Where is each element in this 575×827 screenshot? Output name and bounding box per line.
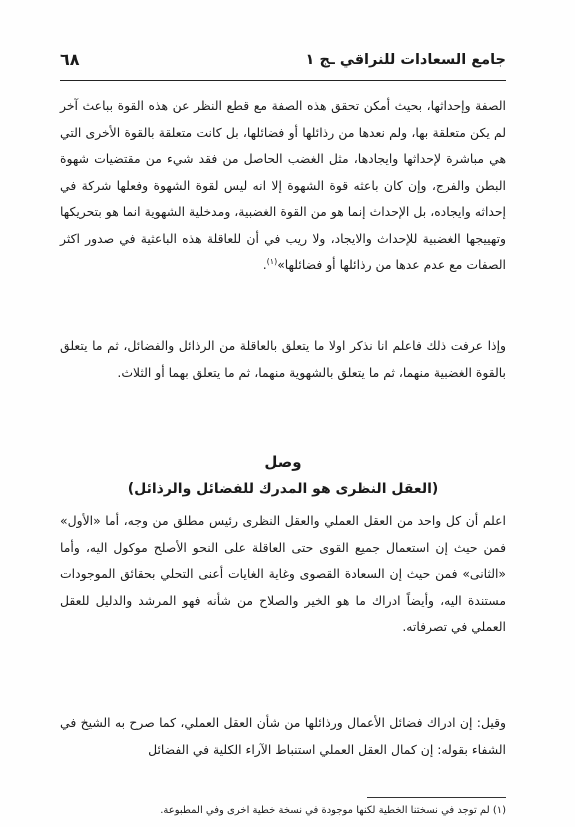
footnote: (١) لم توجد في نسختنا الخطية لكنها موجودة في نسخة خطية اخرى وفي المطبوعة. [160,805,506,816]
paragraph-4: وقيل: إن ادراك فضائل الأعمال ورذائلها من شأن العقل العملي، كما صرح به الشيخ في الشفاء بقوله: إن كمال العقل العملي استنباط الآراء الكلية في الفضائل [60,715,506,757]
header-divider [60,80,506,81]
section-subheading: (العقل النظرى هو المدرك للفضائل والرذائل) [127,481,439,497]
footnote-divider [367,797,506,798]
footnote-reference: (١) [266,256,278,266]
section-heading: وصل [264,453,302,471]
paragraph-1 [60,93,506,279]
book-title: جامع السعادات للنراقي ـج ١ [305,52,506,68]
page-number: ٦٨ [60,50,80,69]
paragraph-1-text: الصفة وإحداثها، بحيث أمكن تحقق هذه الصفة مع قطع النظر عن هذه القوة بباعث آخر لم يكن متعلقة بها، ولم نعدها من رذائلها أو فضائلها، بل كانت متعلقة بالقوة الأخرى التي هي مباشرة لإحداثها وايجادها، مثل الغضب الحاصل من فقد شيء من مقتضيات شهوة البطن والفرج، وإن كان باعثه قوة الشهوة إلا انه ليس لقوة الشهوة وفعلها شركة في إحداثه وايجاده، بل الإحداث إنما هو من القوة الغضبية، ومدخلية الشهوية انما هو بتحريكها وتهييجها الغضبية للإحداث والايجاد، ولا ريب في أن للعاقلة هذه الباعثية في صدور اكثر الصفات مع عدم عدها من رذائلها أو فضائلها» [60,98,506,272]
running-header [60,50,506,74]
paragraph-1-end: . [262,257,267,272]
paragraph-2: وإذا عرفت ذلك فاعلم انا نذكر اولا ما يتعلق بالعاقلة من الرذائل والفضائل، ثم ما يتعلق بالقوة الغضبية منهما، ثم ما يتعلق بالشهوية منهما، ثم ما يتعلق بهما أو الثلاث. [60,338,506,380]
paragraph-3: اعلم أن كل واحد من العقل العملي والعقل النظرى رئيس مطلق من وجه، أما «الأول» فمن حيث إن استعمال جميع القوى حتى العاقلة على النحو الأصلح موكول اليه، وأما «الثانى» فمن حيث إن السعادة القصوى وغاية الغايات أعنى التحلي بحقائق الموجودات مستندة اليه، وأيضاً ادراك ما هو الخير والصلاح من شأنه فهو المرشد والدليل للعقل العملي في تصرفاته. [60,513,506,634]
